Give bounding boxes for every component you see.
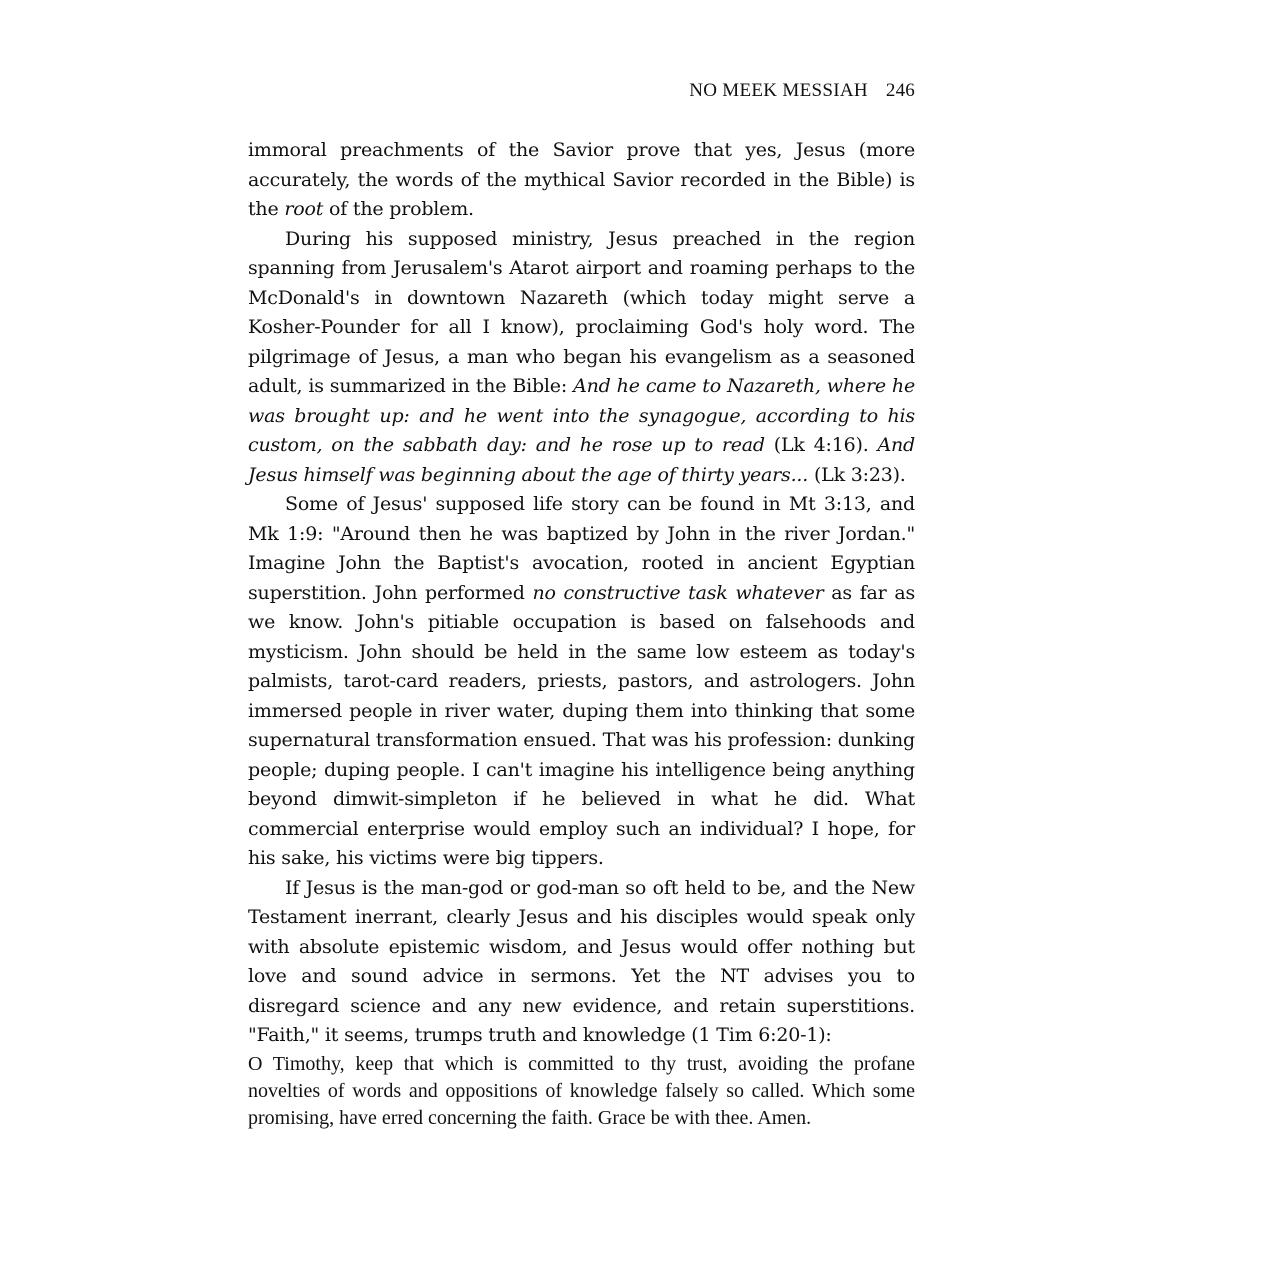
scripture-quote-inline: And Jesus himself was beginning about the age of thirty years...: [248, 434, 915, 486]
text-run: (Lk 4:16).: [764, 434, 878, 456]
paragraph-4: [248, 874, 915, 1051]
block-quote: O Timothy, keep that which is committed to thy trust, avoiding the profane novelties of words and oppositions of knowledge falsely so called. Which some promising, have erred concerning the faith. Grace be with thee. Amen.: [248, 1052, 915, 1129]
emphasis-run: no constructive task whatever: [532, 581, 824, 604]
emphasis-run: root: [284, 198, 324, 220]
scripture-quote-inline: And he came to Nazareth, where he was brought up: and he went into the synagogue, according to his custom, on the sabbath day: and he rose up to read: [248, 375, 916, 456]
paragraph-2: [248, 225, 915, 491]
paragraph-3: [248, 490, 915, 874]
body-text: [248, 136, 915, 1132]
running-title: NO MEEK MESSIAH: [689, 80, 868, 101]
page-number: 246: [885, 80, 915, 101]
text-run: During his supposed ministry, Jesus preached in the region spanning from Jerusalem's Atarot airport and roaming perhaps to the McDonald's in downtown Nazareth (which today might serve a Kosher-Pounder for all I know), proclaiming God's holy word. The pilgrimage of Jesus, a man who began his evangelism as a seasoned adult, is summarized in the Bible:: [248, 227, 915, 397]
text-run: Some of Jesus' supposed life story can be found in Mt 3:13, and Mk 1:9: "Around then he was baptized by John in the river Jordan." Imagine John the Baptist's avocation, rooted in ancient Egyptian superstition. John performed: [248, 493, 915, 604]
page-header: [248, 78, 915, 104]
text-run: immoral preachments of the Savior prove that yes, Jesus (more accurately, the words of the mythical Savior recorded in the Bible) is the: [248, 139, 915, 220]
paragraph-1: [248, 136, 915, 225]
text-run: If Jesus is the man-god or god-man so oft held to be, and the New Testament inerrant, clearly Jesus and his disciples would speak only with absolute epistemic wisdom, and Jesus would offer nothing but love and sound advice in sermons. Yet the NT advises you to disregard science and any new evidence, and retain superstitions. "Faith," it seems, trumps truth and knowledge (1 Tim 6:20-1):: [248, 876, 915, 1046]
text-run: of the problem.: [323, 198, 474, 220]
text-run: as far as we know. John's pitiable occupation is based on falsehoods and mysticism. John should be held in the same low esteem as today's palmists, tarot-card readers, priests, pastors, and astrologers. John immersed people in river water, duping them into thinking that some supernatural transformation ensued. That was his profession: dunking people; duping people. I can't imagine his intelligence being anything beyond dimwit-simpleton if he believed in what he did. What commercial enterprise would employ such an individual? I hope, for his sake, his victims were big tippers.: [248, 581, 915, 869]
text-run: (Lk 3:23).: [808, 463, 906, 486]
